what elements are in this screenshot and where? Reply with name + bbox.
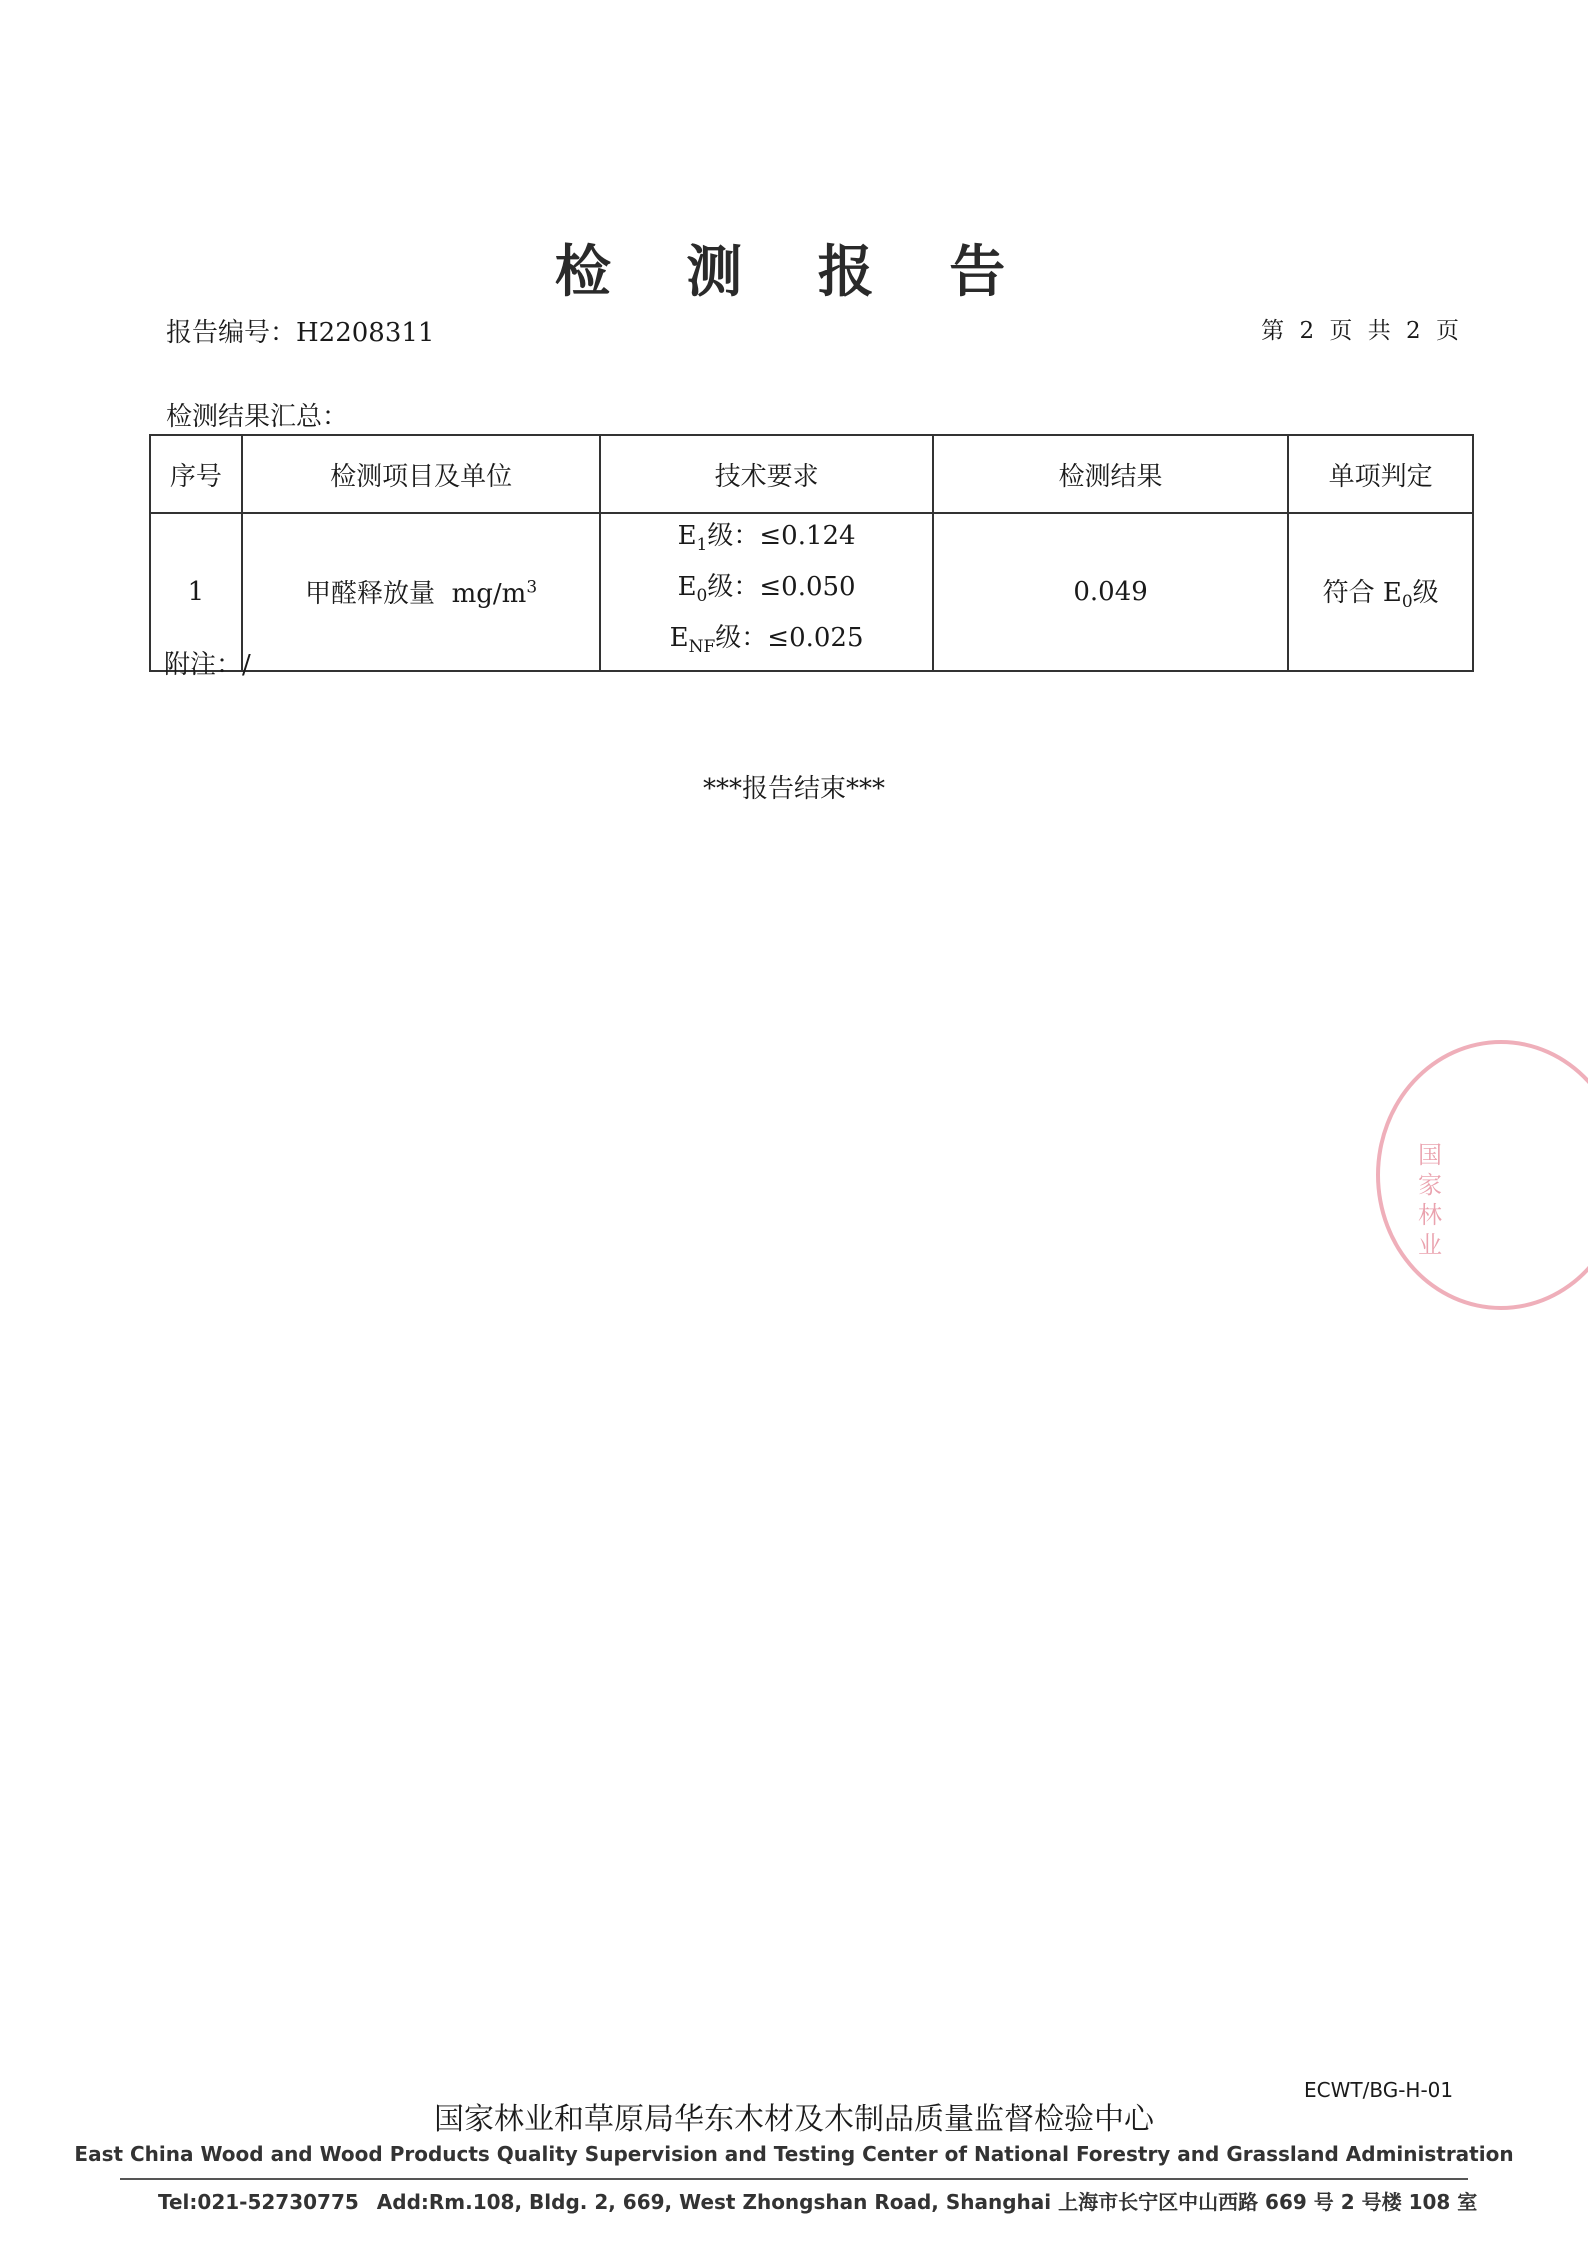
unit-base: mg/m — [451, 579, 527, 610]
official-seal — [1376, 1040, 1588, 1310]
organization-name-cn: 国家林业和草原局华东木材及木制品质量监督检验中心 — [434, 2102, 1154, 2137]
seal-text: 国家林业 — [1418, 1141, 1442, 1259]
page-indicator: 第 2 页 共 2 页 — [1261, 318, 1463, 344]
requirement-e0 — [602, 566, 931, 617]
address: Add:Rm.108, Bldg. 2, 669, West Zhongshan Road, Shanghai 上海市长宁区中山西路 669 号 2 号楼 108 室 — [376, 2190, 1478, 2214]
verdict-suffix: 级 — [1412, 577, 1439, 608]
organization-name-en: East China Wood and Wood Products Quality Supervision and Testing Center of National Forestry and Grassland Administration — [74, 2142, 1514, 2166]
requirement-enf — [602, 617, 931, 668]
cell-verdict — [1288, 513, 1473, 671]
cell-requirement — [600, 513, 933, 671]
header-verdict: 单项判定 — [1288, 435, 1473, 513]
footer-divider — [120, 2178, 1468, 2180]
unit-exponent: 3 — [526, 577, 538, 598]
telephone: Tel:021-52730775 — [158, 2190, 359, 2214]
summary-label: 检测结果汇总： — [166, 402, 349, 432]
item-name: 甲醛释放量 — [305, 579, 436, 610]
report-number: 报告编号：H2208311 — [166, 318, 435, 348]
header-requirement: 技术要求 — [600, 435, 933, 513]
form-code: ECWT/BG-H-01 — [1304, 2078, 1454, 2102]
item-unit — [452, 579, 538, 609]
verdict-subscript: 0 — [1401, 591, 1413, 612]
grade-limit: 级：≤0.050 — [707, 572, 856, 603]
footer-contact — [158, 2186, 1495, 2215]
table-header-row — [150, 435, 1473, 513]
grade-limit: 级：≤0.124 — [707, 521, 856, 551]
grade-subscript: 1 — [696, 535, 708, 556]
results-table — [149, 434, 1474, 672]
requirement-e1 — [602, 515, 931, 566]
cell-item — [242, 513, 600, 671]
grade-subscript: NF — [688, 637, 716, 658]
verdict-prefix: 符合 E — [1322, 577, 1402, 608]
cell-index: 1 — [150, 513, 242, 671]
grade-letter: E — [677, 521, 697, 551]
note: 附注：/ — [164, 650, 251, 680]
table-row — [150, 513, 1473, 671]
grade-letter: E — [677, 572, 697, 603]
grade-letter: E — [669, 623, 689, 654]
grade-limit: 级：≤0.025 — [715, 623, 864, 654]
report-end-marker: ***报告结束*** — [702, 774, 885, 804]
cell-result: 0.049 — [933, 513, 1288, 671]
header-result: 检测结果 — [933, 435, 1288, 513]
grade-subscript: 0 — [696, 586, 708, 607]
page-title: 检 测 报 告 — [554, 239, 1034, 305]
header-index: 序号 — [150, 435, 242, 513]
header-item: 检测项目及单位 — [242, 435, 600, 513]
